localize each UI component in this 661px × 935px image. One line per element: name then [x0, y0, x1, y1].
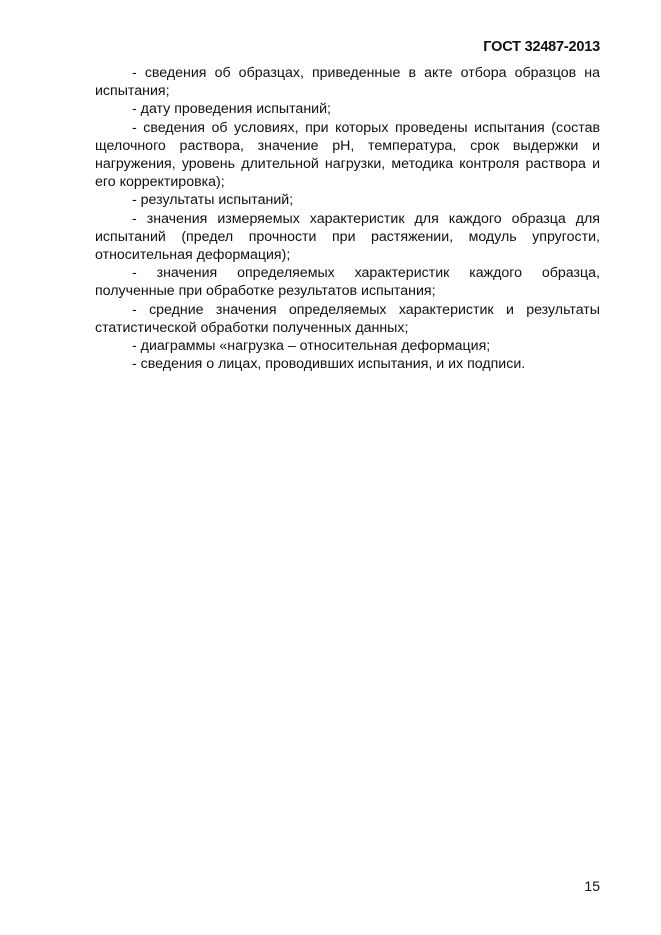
document-code: ГОСТ 32487-2013: [483, 39, 600, 55]
list-item: - результаты испытаний;: [132, 192, 294, 209]
list-item: - сведения об образцах, приведенные в акте отбора образцов на испытания;: [95, 65, 600, 100]
list-item: - сведения о лицах, проводивших испытания, и их подписи.: [132, 356, 526, 373]
list-item: - значения измеряемых характеристик для каждого образца для испытаний (предел прочности при растяжении, модуль упругости, относительная деформация);: [95, 210, 600, 264]
list-item: - дату проведения испытаний;: [132, 101, 331, 118]
list-item: - средние значения определяемых характеристик и результаты статистической обработки полученных данных;: [95, 301, 600, 336]
report-contents-list: [95, 64, 600, 373]
list-item: - сведения об условиях, при которых проведены испытания (состав щелочного раствора, значение pH, температура, срок выдержки и нагружения, уровень длительной нагрузки, методика контроля раствора и его корректировка);: [95, 119, 600, 191]
list-item: - диаграммы «нагрузка – относительная деформация;: [132, 338, 491, 355]
page-number: 15: [584, 878, 600, 894]
list-item: - значения определяемых характеристик каждого образца, полученные при обработке результатов испытания;: [95, 265, 600, 300]
